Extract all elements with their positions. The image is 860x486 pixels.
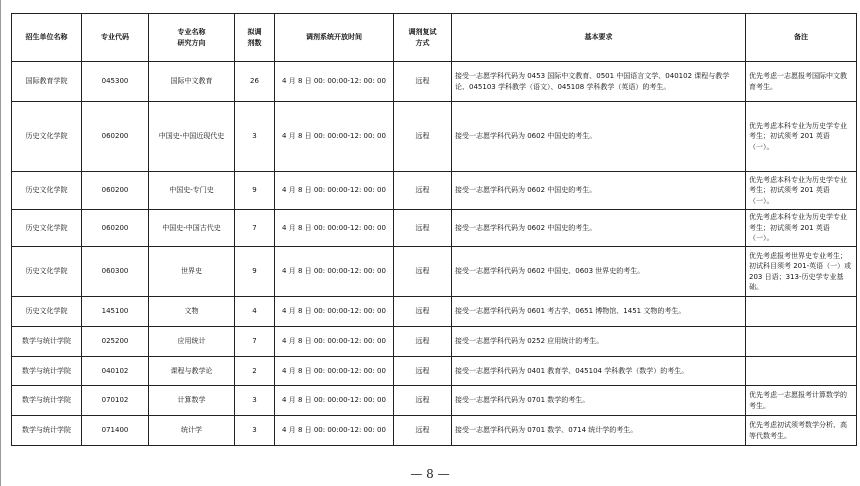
header-remarks: 备注 [746, 14, 857, 62]
cell-mode: 远程 [394, 297, 452, 327]
cell-code: 060200 [82, 210, 149, 247]
table-row [12, 327, 857, 357]
cell-major: 中国史-中国古代史 [149, 210, 235, 247]
cell-code: 060300 [82, 247, 149, 297]
cell-time: 4 月 8 日 00: 00:00-12: 00: 00 [275, 386, 394, 416]
cell-requirements: 接受一志愿学科代码为 0701 数学、0714 统计学的考生。 [452, 416, 746, 446]
header-major-name [149, 14, 235, 62]
cell-code: 040102 [82, 357, 149, 386]
table-header-row [12, 14, 857, 62]
cell-count: 3 [235, 386, 275, 416]
cell-count: 26 [235, 62, 275, 102]
cell-time: 4 月 8 日 00: 00:00-12: 00: 00 [275, 102, 394, 172]
page-number: — 8 — [410, 467, 450, 481]
cell-remarks: 优先考虑本科专业为历史学专业考生；初试须考 201 英语（一）。 [746, 102, 857, 172]
cell-mode: 远程 [394, 386, 452, 416]
table-row [12, 172, 857, 210]
table-row [12, 297, 857, 327]
cell-code: 060200 [82, 102, 149, 172]
table-row [12, 62, 857, 102]
cell-mode: 远程 [394, 172, 452, 210]
cell-code: 045300 [82, 62, 149, 102]
table-row [12, 386, 857, 416]
cell-mode: 远程 [394, 210, 452, 247]
header-retest-mode [394, 14, 452, 62]
cell-remarks: 优先考虑报考世界史专业考生；初试科目须考 201-英语（一）或 203 日语；313-历史学专业基础。 [746, 247, 857, 297]
table-row [12, 102, 857, 172]
header-requirements: 基本要求 [452, 14, 746, 62]
cell-mode: 远程 [394, 327, 452, 357]
cell-count: 9 [235, 247, 275, 297]
cell-remarks: 优先考虑一志愿报考国际中文教育考生。 [746, 62, 857, 102]
cell-requirements: 接受一志愿学科代码为 0602 中国史、0603 世界史的考生。 [452, 247, 746, 297]
table-row [12, 416, 857, 446]
cell-major: 世界史 [149, 247, 235, 297]
cell-mode: 远程 [394, 102, 452, 172]
cell-time: 4 月 8 日 00: 00:00-12: 00: 00 [275, 62, 394, 102]
table-row [12, 247, 857, 297]
cell-remarks: 优先考虑本科专业为历史学专业考生；初试须考 201 英语（一）。 [746, 210, 857, 247]
cell-major: 国际中文教育 [149, 62, 235, 102]
cell-unit: 数学与统计学院 [12, 357, 82, 386]
header-unit: 招生单位名称 [12, 14, 82, 62]
cell-requirements: 接受一志愿学科代码为 0602 中国史的考生。 [452, 210, 746, 247]
cell-time: 4 月 8 日 00: 00:00-12: 00: 00 [275, 327, 394, 357]
cell-requirements: 接受一志愿学科代码为 0602 中国史的考生。 [452, 172, 746, 210]
cell-count: 7 [235, 210, 275, 247]
cell-major: 应用统计 [149, 327, 235, 357]
cell-remarks [746, 357, 857, 386]
header-retest-line2: 方式 [415, 38, 430, 47]
header-retest-line1: 调剂复试 [408, 28, 437, 36]
cell-count: 9 [235, 172, 275, 210]
cell-requirements: 接受一志愿学科代码为 0252 应用统计的考生。 [452, 327, 746, 357]
cell-remarks [746, 327, 857, 357]
cell-requirements: 接受一志愿学科代码为 0401 教育学、045104 学科教学（数学）的考生。 [452, 357, 746, 386]
cell-count: 3 [235, 416, 275, 446]
cell-code: 060200 [82, 172, 149, 210]
cell-unit: 数学与统计学院 [12, 416, 82, 446]
cell-count: 3 [235, 102, 275, 172]
cell-time: 4 月 8 日 00: 00:00-12: 00: 00 [275, 416, 394, 446]
cell-code: 071400 [82, 416, 149, 446]
cell-requirements: 接受一志愿学科代码为 0602 中国史的考生。 [452, 102, 746, 172]
cell-major: 中国史-中国近现代史 [149, 102, 235, 172]
cell-mode: 远程 [394, 247, 452, 297]
cell-remarks: 优先考虑本科专业为历史学专业考生；初试须考 201 英语（一）。 [746, 172, 857, 210]
cell-mode: 远程 [394, 62, 452, 102]
header-planned-line2: 剂数 [247, 38, 262, 47]
cell-code: 145100 [82, 297, 149, 327]
cell-remarks [746, 297, 857, 327]
cell-major: 中国史-专门史 [149, 172, 235, 210]
cell-time: 4 月 8 日 00: 00:00-12: 00: 00 [275, 172, 394, 210]
cell-count: 2 [235, 357, 275, 386]
header-major-code: 专业代码 [82, 14, 149, 62]
cell-mode: 远程 [394, 416, 452, 446]
header-planned-line1: 拟调 [247, 28, 262, 36]
cell-requirements: 接受一志愿学科代码为 0453 国际中文教育、0501 中国语言文学、040102 课程与教学论、045103 学科教学（语文）、045108 学科教学（英语）的考生。 [452, 62, 746, 102]
cell-remarks: 优先考虑初试须考数学分析、高等代数考生。 [746, 416, 857, 446]
cell-unit: 国际教育学院 [12, 62, 82, 102]
page-edge-line [0, 0, 1, 486]
cell-major: 文物 [149, 297, 235, 327]
cell-time: 4 月 8 日 00: 00:00-12: 00: 00 [275, 247, 394, 297]
cell-time: 4 月 8 日 00: 00:00-12: 00: 00 [275, 210, 394, 247]
cell-unit: 历史文化学院 [12, 210, 82, 247]
cell-code: 070102 [82, 386, 149, 416]
cell-mode: 远程 [394, 357, 452, 386]
cell-requirements: 接受一志愿学科代码为 0601 考古学、0651 博物馆、1451 文物的考生。 [452, 297, 746, 327]
header-major-name-line2: 研究方向 [177, 38, 206, 47]
cell-unit: 历史文化学院 [12, 247, 82, 297]
table-row [12, 210, 857, 247]
cell-time: 4 月 8 日 00: 00:00-12: 00: 00 [275, 357, 394, 386]
cell-major: 统计学 [149, 416, 235, 446]
table-row [12, 357, 857, 386]
cell-requirements: 接受一志愿学科代码为 0701 数学的考生。 [452, 386, 746, 416]
cell-count: 7 [235, 327, 275, 357]
header-major-name-line1: 专业名称 [177, 28, 206, 36]
header-open-time: 调剂系统开放时间 [275, 14, 394, 62]
cell-unit: 历史文化学院 [12, 172, 82, 210]
cell-remarks: 优先考虑一志愿报考计算数学的考生。 [746, 386, 857, 416]
adjustment-table [11, 13, 857, 446]
cell-unit: 数学与统计学院 [12, 327, 82, 357]
cell-unit: 历史文化学院 [12, 102, 82, 172]
cell-unit: 历史文化学院 [12, 297, 82, 327]
cell-major: 计算数学 [149, 386, 235, 416]
cell-major: 课程与教学论 [149, 357, 235, 386]
header-planned-count [235, 14, 275, 62]
cell-count: 4 [235, 297, 275, 327]
cell-code: 025200 [82, 327, 149, 357]
cell-time: 4 月 8 日 00: 00:00-12: 00: 00 [275, 297, 394, 327]
cell-unit: 数学与统计学院 [12, 386, 82, 416]
